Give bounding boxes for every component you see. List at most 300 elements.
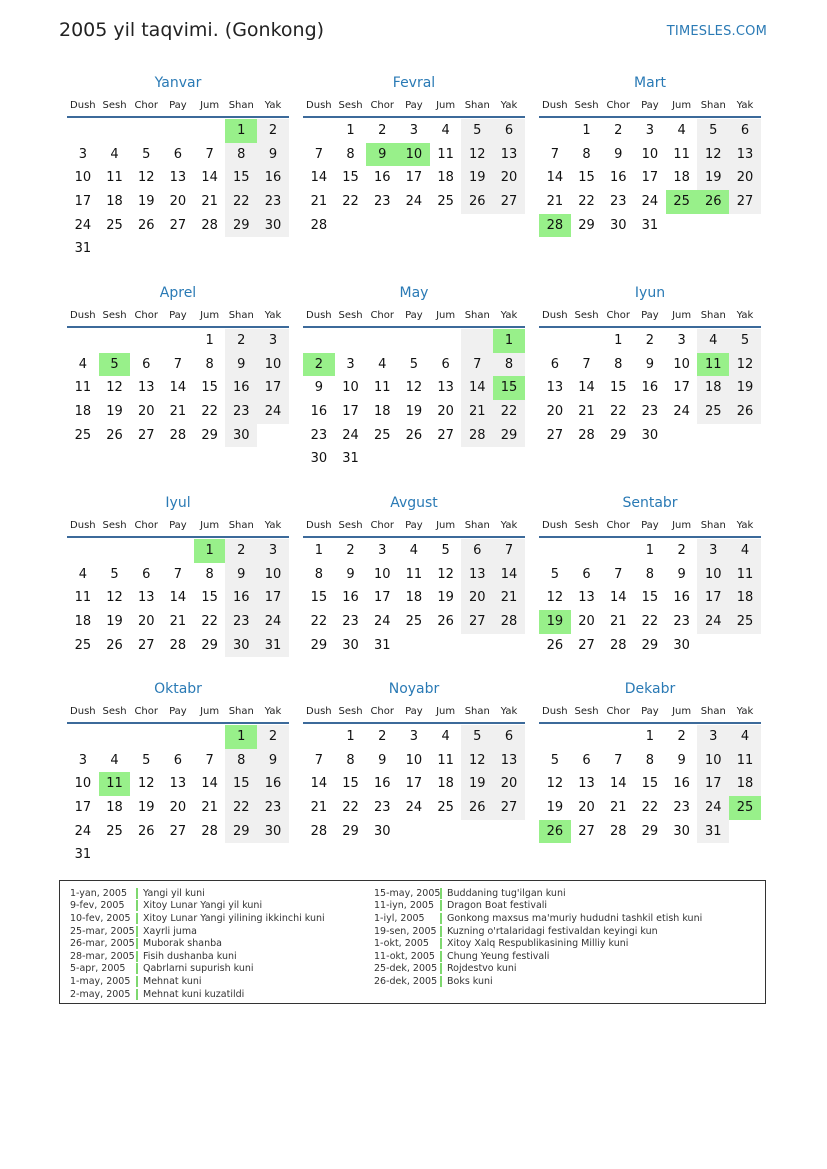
holiday-marker xyxy=(136,913,138,924)
holiday-day-cell: 25 xyxy=(666,190,698,214)
day-cell: 24 xyxy=(697,796,729,820)
week-row xyxy=(539,725,761,749)
holiday-date: 9-fev, 2005 xyxy=(70,900,125,912)
weekday-label: Yak xyxy=(736,99,754,111)
day-cell: 21 xyxy=(493,586,525,610)
holidays-column-left xyxy=(70,887,325,1000)
month-title: Aprel xyxy=(159,285,197,301)
weekday-label: Sesh xyxy=(574,519,599,531)
day-cell: 10 xyxy=(405,752,423,768)
day-cell: 1 xyxy=(582,123,591,138)
empty-cell xyxy=(398,634,430,658)
day-cell: 28 xyxy=(609,637,627,653)
day-cell: 27 xyxy=(137,637,155,653)
week-row xyxy=(539,820,761,844)
week-row xyxy=(67,424,289,448)
weekday-label: Shan xyxy=(228,705,254,717)
empty-cell xyxy=(162,539,194,563)
month-iyul xyxy=(67,492,289,657)
week-row xyxy=(539,119,761,143)
month-fevral xyxy=(303,72,525,237)
day-cell: 7 xyxy=(314,146,323,162)
weekday-label: Jum xyxy=(200,99,220,111)
day-cell: 14 xyxy=(169,380,187,396)
day-cell: 11 xyxy=(729,749,761,773)
day-cell: 17 xyxy=(257,376,289,400)
day-cell: 22 xyxy=(342,194,359,210)
week-row xyxy=(303,610,525,634)
day-cell: 6 xyxy=(493,119,525,143)
day-cell: 8 xyxy=(614,356,623,372)
empty-cell xyxy=(493,447,525,471)
day-cell: 5 xyxy=(461,119,493,143)
weekday-label: Shan xyxy=(228,309,254,321)
day-cell: 8 xyxy=(346,752,355,768)
holiday-name: Kuzning o'rtalaridagi festivaldan keyingi kun xyxy=(447,925,658,937)
day-cell: 12 xyxy=(546,776,564,792)
empty-cell xyxy=(303,119,335,143)
empty-cell xyxy=(194,843,226,867)
day-cell: 3 xyxy=(677,333,686,348)
day-cell: 25 xyxy=(437,800,454,816)
day-cell: 30 xyxy=(641,427,659,443)
empty-cell xyxy=(225,843,257,867)
weekday-label: Dush xyxy=(306,309,332,321)
day-cell: 23 xyxy=(342,614,359,630)
day-cell: 17 xyxy=(405,170,423,186)
day-cell: 13 xyxy=(493,749,525,773)
empty-cell xyxy=(729,820,761,844)
holiday-date: 1-iyl, 2005 xyxy=(374,912,425,924)
holiday-day-cell: 19 xyxy=(539,610,571,634)
weekday-label: Yak xyxy=(264,99,282,111)
day-cell: 1 xyxy=(645,543,655,558)
weekday-label: Pay xyxy=(405,705,423,717)
day-cell: 6 xyxy=(582,566,591,582)
day-cell: 17 xyxy=(74,800,92,816)
day-cell: 14 xyxy=(546,170,564,186)
day-cell: 13 xyxy=(461,563,493,587)
day-cell: 22 xyxy=(225,796,257,820)
day-cell: 19 xyxy=(437,590,454,606)
day-cell: 10 xyxy=(673,356,690,372)
empty-cell xyxy=(67,119,99,143)
month-title: Sentabr xyxy=(622,495,678,511)
week-row xyxy=(303,772,525,796)
month-title: May xyxy=(399,285,429,301)
day-cell: 3 xyxy=(346,356,355,372)
day-cell: 17 xyxy=(697,772,729,796)
holiday-marker xyxy=(136,963,138,974)
weekday-label: Chor xyxy=(370,309,394,321)
holiday-day-cell: 26 xyxy=(697,190,729,214)
day-cell: 26 xyxy=(106,427,123,443)
weekday-label: Dush xyxy=(306,519,332,531)
day-cell: 18 xyxy=(673,170,690,186)
weekday-label: Chor xyxy=(134,519,158,531)
holiday-day-cell: 1 xyxy=(194,539,226,563)
empty-cell xyxy=(493,820,525,844)
day-cell: 9 xyxy=(614,146,623,162)
day-cell: 20 xyxy=(493,772,525,796)
day-cell: 24 xyxy=(641,194,659,210)
day-cell: 8 xyxy=(493,353,525,377)
weekday-label: Shan xyxy=(700,705,726,717)
day-cell: 5 xyxy=(110,566,119,582)
weekday-label: Sesh xyxy=(102,519,127,531)
empty-cell xyxy=(130,119,162,143)
holiday-day-cell: 1 xyxy=(225,725,257,749)
day-cell: 24 xyxy=(405,194,423,210)
day-cell: 28 xyxy=(461,424,493,448)
weekday-label: Chor xyxy=(606,99,630,111)
day-cell: 4 xyxy=(677,123,686,138)
day-cell: 27 xyxy=(169,823,187,839)
holiday-marker xyxy=(136,926,138,937)
month-title: Fevral xyxy=(392,75,436,91)
day-cell: 28 xyxy=(578,427,595,443)
weekday-label: Yak xyxy=(264,309,282,321)
day-cell: 18 xyxy=(697,376,729,400)
day-cell: 18 xyxy=(729,586,761,610)
day-cell: 14 xyxy=(461,376,493,400)
day-cell: 9 xyxy=(346,566,355,582)
day-cell: 6 xyxy=(550,356,559,372)
day-cell: 9 xyxy=(225,353,257,377)
empty-cell xyxy=(335,329,367,353)
day-cell: 17 xyxy=(405,776,423,792)
weekday-label: Shan xyxy=(228,519,254,531)
day-cell: 31 xyxy=(373,637,391,653)
day-cell: 21 xyxy=(578,404,595,420)
empty-cell xyxy=(162,119,194,143)
weekday-label: Chor xyxy=(606,705,630,717)
weekday-label: Sesh xyxy=(102,309,127,321)
holiday-day-cell: 5 xyxy=(99,353,131,377)
holiday-name: Dragon Boat festivali xyxy=(447,900,548,912)
day-cell: 21 xyxy=(609,614,627,630)
holiday-name: Xitoy Lunar Yangi yil kuni xyxy=(143,900,263,912)
day-cell: 29 xyxy=(225,820,257,844)
holiday-date: 2-may, 2005 xyxy=(70,988,131,1000)
weekday-label: Yak xyxy=(500,705,518,717)
day-cell: 9 xyxy=(257,749,289,773)
weekday-label: Sesh xyxy=(574,99,599,111)
holidays-legend xyxy=(59,880,766,1004)
week-row xyxy=(303,190,525,214)
month-sentabr xyxy=(539,492,761,657)
day-cell: 4 xyxy=(378,356,387,372)
day-cell: 17 xyxy=(342,404,359,420)
day-cell: 7 xyxy=(173,566,183,582)
week-row xyxy=(539,539,761,563)
day-cell: 8 xyxy=(582,146,591,162)
weekday-label: Dush xyxy=(542,99,568,111)
day-cell: 16 xyxy=(373,170,391,186)
holiday-date: 10-fev, 2005 xyxy=(70,912,131,924)
day-cell: 9 xyxy=(314,380,323,396)
day-cell: 5 xyxy=(697,119,729,143)
week-row xyxy=(539,610,761,634)
day-cell: 3 xyxy=(697,539,729,563)
day-cell: 11 xyxy=(437,146,454,162)
day-cell: 23 xyxy=(609,194,627,210)
weekday-label: Sesh xyxy=(338,519,363,531)
day-cell: 24 xyxy=(697,610,729,634)
month-title: Yanvar xyxy=(154,75,202,91)
day-cell: 18 xyxy=(373,404,391,420)
day-cell: 6 xyxy=(173,752,183,768)
day-cell: 2 xyxy=(346,543,355,558)
weekday-label: Sesh xyxy=(574,309,599,321)
empty-cell xyxy=(461,329,493,353)
day-cell: 26 xyxy=(137,823,155,839)
week-row xyxy=(67,725,289,749)
day-cell: 5 xyxy=(461,725,493,749)
week-row xyxy=(67,400,289,424)
day-cell: 25 xyxy=(106,217,123,233)
day-cell: 18 xyxy=(106,800,123,816)
week-row xyxy=(303,539,525,563)
day-cell: 9 xyxy=(645,356,655,372)
empty-cell xyxy=(398,820,430,844)
day-cell: 25 xyxy=(729,610,761,634)
day-cell: 19 xyxy=(106,614,123,630)
day-cell: 1 xyxy=(314,543,323,558)
day-cell: 22 xyxy=(641,614,659,630)
week-row xyxy=(303,214,525,238)
day-cell: 17 xyxy=(673,380,690,396)
day-cell: 6 xyxy=(461,539,493,563)
day-cell: 27 xyxy=(493,796,525,820)
empty-cell xyxy=(398,329,430,353)
day-cell: 13 xyxy=(546,380,564,396)
day-cell: 30 xyxy=(225,634,257,658)
week-row xyxy=(539,214,761,238)
empty-cell xyxy=(571,329,603,353)
week-row xyxy=(539,586,761,610)
day-cell: 12 xyxy=(437,566,454,582)
day-cell: 9 xyxy=(677,752,686,768)
weekday-label: Pay xyxy=(405,519,423,531)
week-row xyxy=(303,353,525,377)
day-cell: 16 xyxy=(225,586,257,610)
holiday-entry xyxy=(374,937,702,950)
day-cell: 28 xyxy=(169,637,187,653)
day-cell: 25 xyxy=(405,614,423,630)
day-cell: 16 xyxy=(225,376,257,400)
day-cell: 10 xyxy=(342,380,359,396)
month-title: Avgust xyxy=(390,495,438,511)
day-cell: 29 xyxy=(310,637,328,653)
weekday-label: Pay xyxy=(641,99,659,111)
empty-cell xyxy=(130,843,162,867)
day-cell: 2 xyxy=(645,333,655,348)
week-row xyxy=(67,214,289,238)
day-cell: 2 xyxy=(378,123,387,138)
holiday-name: Xitoy Lunar Yangi yilining ikkinchi kuni xyxy=(143,912,325,924)
empty-cell xyxy=(729,424,761,448)
day-cell: 10 xyxy=(257,563,289,587)
day-cell: 7 xyxy=(614,752,623,768)
day-cell: 8 xyxy=(645,752,655,768)
day-cell: 29 xyxy=(342,823,359,839)
weekday-label: Dush xyxy=(542,519,568,531)
day-cell: 16 xyxy=(373,776,391,792)
day-cell: 18 xyxy=(437,776,454,792)
day-cell: 3 xyxy=(378,543,387,558)
day-cell: 14 xyxy=(310,170,328,186)
day-cell: 28 xyxy=(169,427,187,443)
day-cell: 7 xyxy=(314,752,323,768)
day-cell: 14 xyxy=(310,776,328,792)
empty-cell xyxy=(398,447,430,471)
empty-cell xyxy=(67,725,99,749)
empty-cell xyxy=(99,237,131,261)
day-cell: 12 xyxy=(461,143,493,167)
holiday-marker xyxy=(440,951,442,962)
empty-cell xyxy=(366,447,398,471)
day-cell: 29 xyxy=(201,637,218,653)
day-cell: 5 xyxy=(550,566,559,582)
day-cell: 18 xyxy=(106,194,123,210)
day-cell: 9 xyxy=(257,143,289,167)
weekday-header xyxy=(303,700,525,724)
weekday-label: Jum xyxy=(200,705,220,717)
week-row xyxy=(303,424,525,448)
weekday-label: Dush xyxy=(70,309,96,321)
day-cell: 15 xyxy=(578,170,595,186)
weekday-label: Chor xyxy=(606,519,630,531)
week-row xyxy=(539,796,761,820)
empty-cell xyxy=(461,820,493,844)
day-cell: 15 xyxy=(641,590,659,606)
week-row xyxy=(67,563,289,587)
day-cell: 24 xyxy=(342,427,359,443)
empty-cell xyxy=(571,539,603,563)
day-cell: 7 xyxy=(582,356,591,372)
day-cell: 15 xyxy=(310,590,328,606)
empty-cell xyxy=(257,237,289,261)
day-cell: 1 xyxy=(645,729,655,744)
weekday-header xyxy=(303,514,525,538)
day-cell: 4 xyxy=(729,725,761,749)
day-cell: 8 xyxy=(205,356,214,372)
week-row xyxy=(303,400,525,424)
empty-cell xyxy=(303,725,335,749)
day-cell: 22 xyxy=(342,800,359,816)
empty-cell xyxy=(602,725,634,749)
day-cell: 12 xyxy=(137,170,155,186)
day-cell: 25 xyxy=(437,194,454,210)
empty-cell xyxy=(430,820,462,844)
weekday-label: Yak xyxy=(500,309,518,321)
day-cell: 4 xyxy=(697,329,729,353)
holiday-date: 11-iyn, 2005 xyxy=(374,900,435,912)
holiday-marker xyxy=(136,989,138,1000)
day-cell: 27 xyxy=(493,190,525,214)
day-cell: 22 xyxy=(641,800,659,816)
week-row xyxy=(67,772,289,796)
weekday-header xyxy=(303,94,525,118)
site-link[interactable]: TIMESLES.COM xyxy=(666,24,767,39)
day-cell: 16 xyxy=(609,170,627,186)
day-cell: 7 xyxy=(205,146,214,162)
day-cell: 20 xyxy=(578,614,595,630)
holiday-entry xyxy=(70,900,325,913)
day-cell: 19 xyxy=(106,404,123,420)
day-cell: 3 xyxy=(78,752,87,768)
weekday-header xyxy=(67,700,289,724)
day-cell: 16 xyxy=(673,776,690,792)
day-cell: 7 xyxy=(493,539,525,563)
week-row xyxy=(303,586,525,610)
day-cell: 23 xyxy=(225,400,257,424)
day-cell: 8 xyxy=(225,749,257,773)
day-cell: 21 xyxy=(310,194,328,210)
holiday-entry xyxy=(70,887,325,900)
day-cell: 21 xyxy=(461,400,493,424)
week-row xyxy=(539,376,761,400)
day-cell: 11 xyxy=(74,590,92,606)
weekday-label: Sesh xyxy=(102,99,127,111)
day-cell: 6 xyxy=(582,752,591,768)
empty-cell xyxy=(571,725,603,749)
day-cell: 14 xyxy=(201,170,218,186)
month-mart xyxy=(539,72,761,237)
day-cell: 12 xyxy=(106,380,123,396)
weekday-label: Dush xyxy=(70,99,96,111)
empty-cell xyxy=(602,539,634,563)
day-cell: 18 xyxy=(74,404,92,420)
day-cell: 31 xyxy=(342,451,359,467)
holiday-name: Mehnat kuni xyxy=(143,975,202,987)
day-cell: 13 xyxy=(169,776,187,792)
holiday-entry xyxy=(70,912,325,925)
day-cell: 29 xyxy=(578,217,595,233)
holiday-date: 1-may, 2005 xyxy=(70,975,131,987)
day-cell: 28 xyxy=(609,823,627,839)
day-cell: 23 xyxy=(310,427,328,443)
empty-cell xyxy=(729,214,761,238)
month-title: Iyun xyxy=(634,285,666,301)
day-cell: 26 xyxy=(137,217,155,233)
day-cell: 3 xyxy=(409,123,419,138)
holiday-entry xyxy=(70,937,325,950)
day-cell: 11 xyxy=(373,380,391,396)
empty-cell xyxy=(335,214,367,238)
empty-cell xyxy=(493,214,525,238)
empty-cell xyxy=(99,725,131,749)
day-cell: 24 xyxy=(405,800,423,816)
day-cell: 13 xyxy=(578,590,595,606)
day-cell: 22 xyxy=(609,404,627,420)
day-cell: 3 xyxy=(78,146,87,162)
week-row xyxy=(67,586,289,610)
empty-cell xyxy=(194,237,226,261)
week-row xyxy=(67,634,289,658)
day-cell: 7 xyxy=(614,566,623,582)
holiday-marker xyxy=(136,938,138,949)
empty-cell xyxy=(99,539,131,563)
day-cell: 20 xyxy=(461,586,493,610)
empty-cell xyxy=(729,634,761,658)
weekday-label: Dush xyxy=(70,705,96,717)
month-noyabr xyxy=(303,678,525,843)
day-cell: 11 xyxy=(405,566,423,582)
day-cell: 27 xyxy=(461,610,493,634)
weekday-header xyxy=(67,304,289,328)
